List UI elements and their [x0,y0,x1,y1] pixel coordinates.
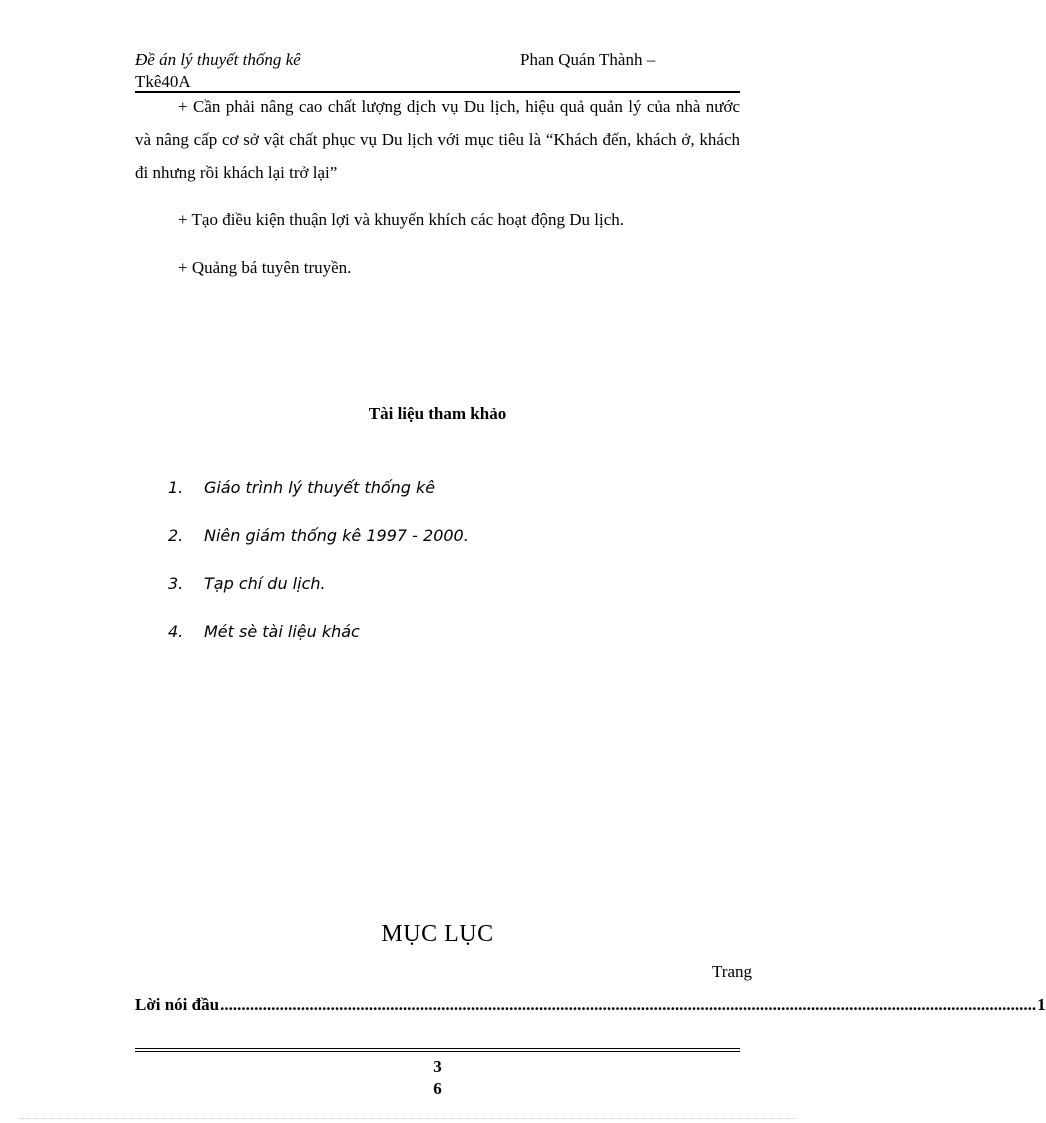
footer-divider-double [135,1051,740,1052]
reference-number: 3. [168,574,184,593]
reference-item [168,622,360,642]
reference-item [168,526,469,546]
footer-page-number-secondary: 6 [433,1079,442,1098]
reference-item [168,478,435,498]
footer-divider [135,1048,740,1049]
reference-item [168,574,326,594]
toc-entry-page: 1 [1037,995,1046,1014]
references-title: Tài liệu tham khảo [368,404,507,423]
toc-entry-label: Lời nói đầu [135,995,220,1014]
reference-text: Niên giám thống kê 1997 - 2000. [204,526,469,545]
toc-title: MỤC LỤC [381,921,494,947]
body-paragraph-1: + Cần phải nâng cao chất lượng dịch vụ Du lịch, hiệu quả quản lý của nhà nước và nâng cấp cơ sở vật chất phục vụ Du lịch với mục tiêu là “Khách đến, khách ở, khách đi nhưng rồi khách lại trở lại” [135,97,740,182]
body-paragraph-3: + Quảng bá tuyên truyền. [178,258,352,277]
reference-number: 1. [168,478,184,497]
reference-text: Mét sè tài liệu khác [204,622,360,641]
footer-page-number: 3 [433,1057,442,1076]
reference-number: 2. [168,526,184,545]
reference-text: Tạp chí du lịch. [204,574,326,593]
reference-text: Giáo trình lý thuyết thống kê [204,478,436,497]
toc-entry [135,995,1046,1015]
header-author: Phan Quán Thành – [520,50,656,69]
body-paragraph-2: + Tạo điều kiện thuận lợi và khuyến khích các hoạt động Du lịch. [178,210,624,229]
toc-page-header: Trang [712,962,752,981]
toc-leader-dots: ................................................................................................................................................................................................ [220,995,1037,1014]
header-document-title: Đề án lý thuyết thống kê [135,50,301,69]
reference-number: 4. [168,622,184,641]
header-class-code: Tkê40A [135,72,191,91]
page-bottom-edge [20,1118,796,1119]
